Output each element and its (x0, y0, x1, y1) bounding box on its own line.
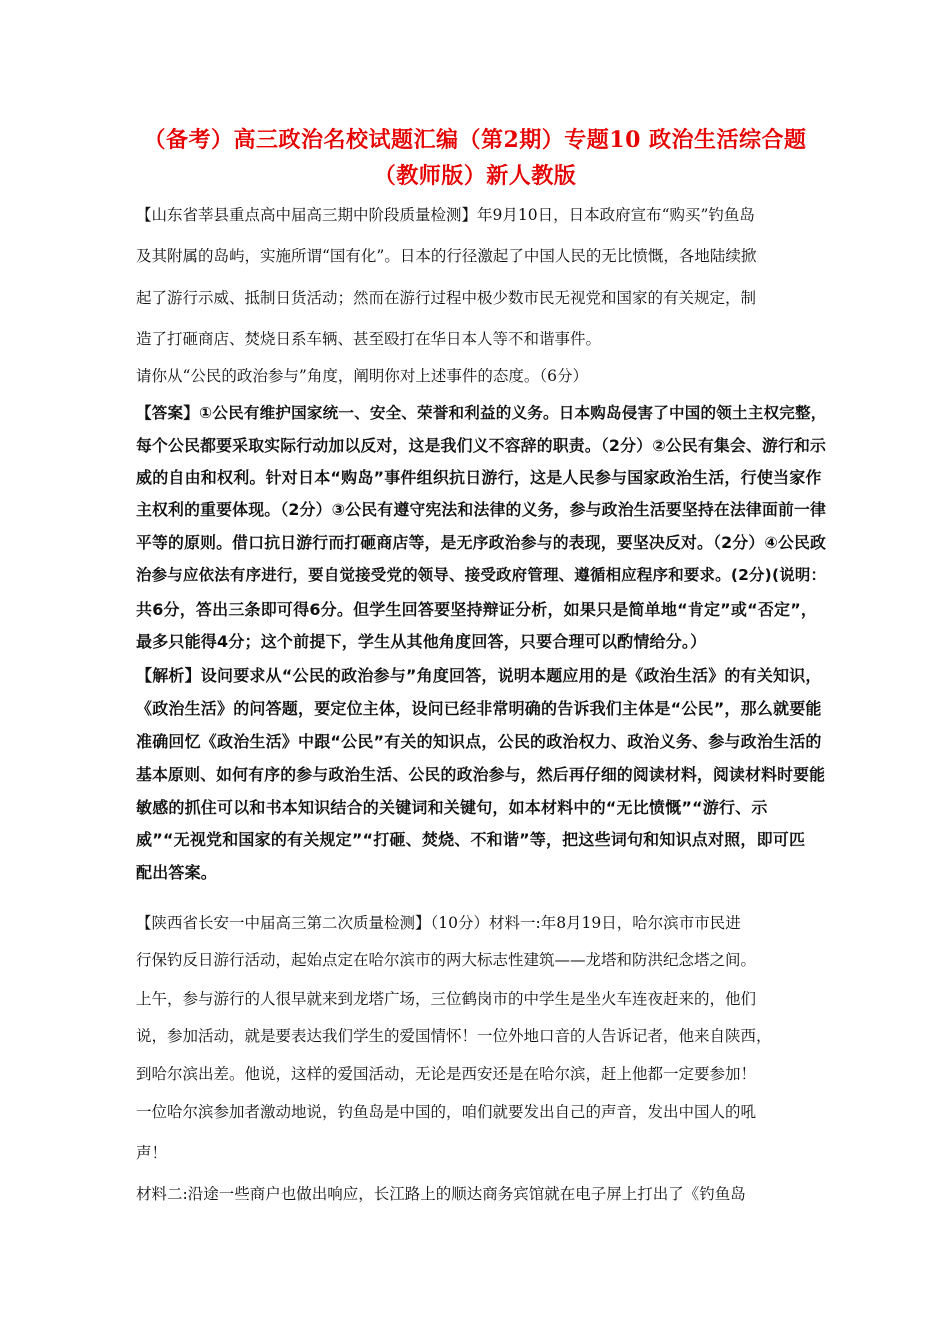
q2-material-line: 【陕西省长安一中届高三第二次质量检测】（10分）材料一:年8月19日，哈尔滨市市民进 (136, 914, 741, 932)
q2-material-line: 材料二:沿途一些商户也做出响应，长江路上的顺达商务宾馆就在电子屏上打出了《钓鱼岛 (136, 1185, 746, 1203)
answer-line: 【答案】①公民有维护国家统一、安全、荣誉和利益的义务。日本购岛侵害了中国的领土主权完整， (136, 404, 827, 422)
q2-material-line: 行保钓反日游行活动，起始点定在哈尔滨市的两大标志性建筑——龙塔和防洪纪念塔之间。 (136, 951, 757, 969)
answer-line: 平等的原则。借口抗日游行而打砸商店等，是无序政治参与的表现，要坚决反对。（2分）④公民政 (136, 533, 827, 552)
q2-material-line: 到哈尔滨出差。他说，这样的爱国活动，无论是西安还是在哈尔滨，赶上他都一定要参加！ (136, 1065, 757, 1083)
q1-question-line: 请你从“公民的政治参与”角度，阐明你对上述事件的态度。（6分） (136, 367, 588, 385)
q1-material-line: 起了游行示威、抵制日货活动；然而在游行过程中极少数市民无视党和国家的有关规定，制 (136, 289, 757, 307)
answer-line: 威的自由和权利。针对日本“购岛”事件组织抗日游行，这是人民参与国家政治生活，行使当家作 (136, 468, 822, 487)
analysis-line: 威”“无视党和国家的有关规定”“打砸、焚烧、不和谐”等，把这些词句和知识点对照，即可匹 (136, 830, 806, 849)
analysis-line: 基本原则、如何有序的参与政治生活、公民的政治参与，然后再仔细的阅读材料，阅读材料时要能 (136, 765, 826, 784)
answer-line: 主权利的重要体现。（2分）③公民有遵守宪法和法律的义务，参与政治生活要坚持在法律面前一律 (136, 500, 827, 519)
analysis-line: 《政治生活》的问答题，要定位主体，设问已经非常明确的告诉我们主体是“公民”，那么就要能 (136, 699, 822, 718)
analysis-line: 准确回忆《政治生活》中跟“公民”有关的知识点，公民的政治权力、政治义务、参与政治生活的 (136, 732, 822, 751)
q1-material-line: 造了打砸商店、焚烧日系车辆、甚至殴打在华日本人等不和谐事件。 (136, 330, 602, 348)
q2-material-line: 声！ (136, 1144, 168, 1162)
answer-line: 最多只能得4分；这个前提下，学生从其他角度回答，只要合理可以酌情给分。） (136, 632, 707, 651)
answer-line: 共6分，答出三条即可得6分。但学生回答要坚持辩证分析，如果只是简单地“肯定”或“否定”， (136, 600, 818, 619)
q2-material-line: 上午，参与游行的人很早就来到龙塔广场，三位鹤岗市的中学生是坐火车连夜赶来的，他们 (136, 990, 757, 1008)
answer-line: 每个公民都要采取实际行动加以反对，这是我们义不容辞的职责。（2分）②公民有集会、游行和示 (136, 436, 827, 455)
analysis-line: 敏感的抓住可以和书本知识结合的关键词和关键句，如本材料中的“无比愤慨”“游行、示 (136, 798, 768, 817)
q1-material-line: 【山东省莘县重点高中届高三期中阶段质量检测】年9月10日，日本政府宣布“购买”钓鱼岛 (136, 206, 755, 224)
q2-material-line: 说，参加活动，就是要表达我们学生的爱国情怀！一位外地口音的人告诉记者，他来自陕西， (136, 1027, 772, 1045)
analysis-line: 【解析】设问要求从“公民的政治参与”角度回答，说明本题应用的是《政治生活》的有关知识， (136, 666, 822, 685)
document-title-line-2: （教师版）新人教版 (373, 163, 577, 189)
q1-material-line: 及其附属的岛屿，实施所谓“国有化”。日本的行径激起了中国人民的无比愤慨，各地陆续掀 (136, 247, 757, 265)
answer-line: 治参与应依法有序进行，要自觉接受党的领导、接受政府管理、遵循相应程序和要求。(2分)(说明： (136, 566, 827, 584)
analysis-line: 配出答案。 (136, 863, 218, 882)
q2-material-line: 一位哈尔滨参加者激动地说，钓鱼岛是中国的，咱们就要发出自己的声音，发出中国人的吼 (136, 1103, 757, 1121)
document-title-line-1: （备考）高三政治名校试题汇编（第2期）专题10 政治生活综合题 (143, 127, 807, 153)
